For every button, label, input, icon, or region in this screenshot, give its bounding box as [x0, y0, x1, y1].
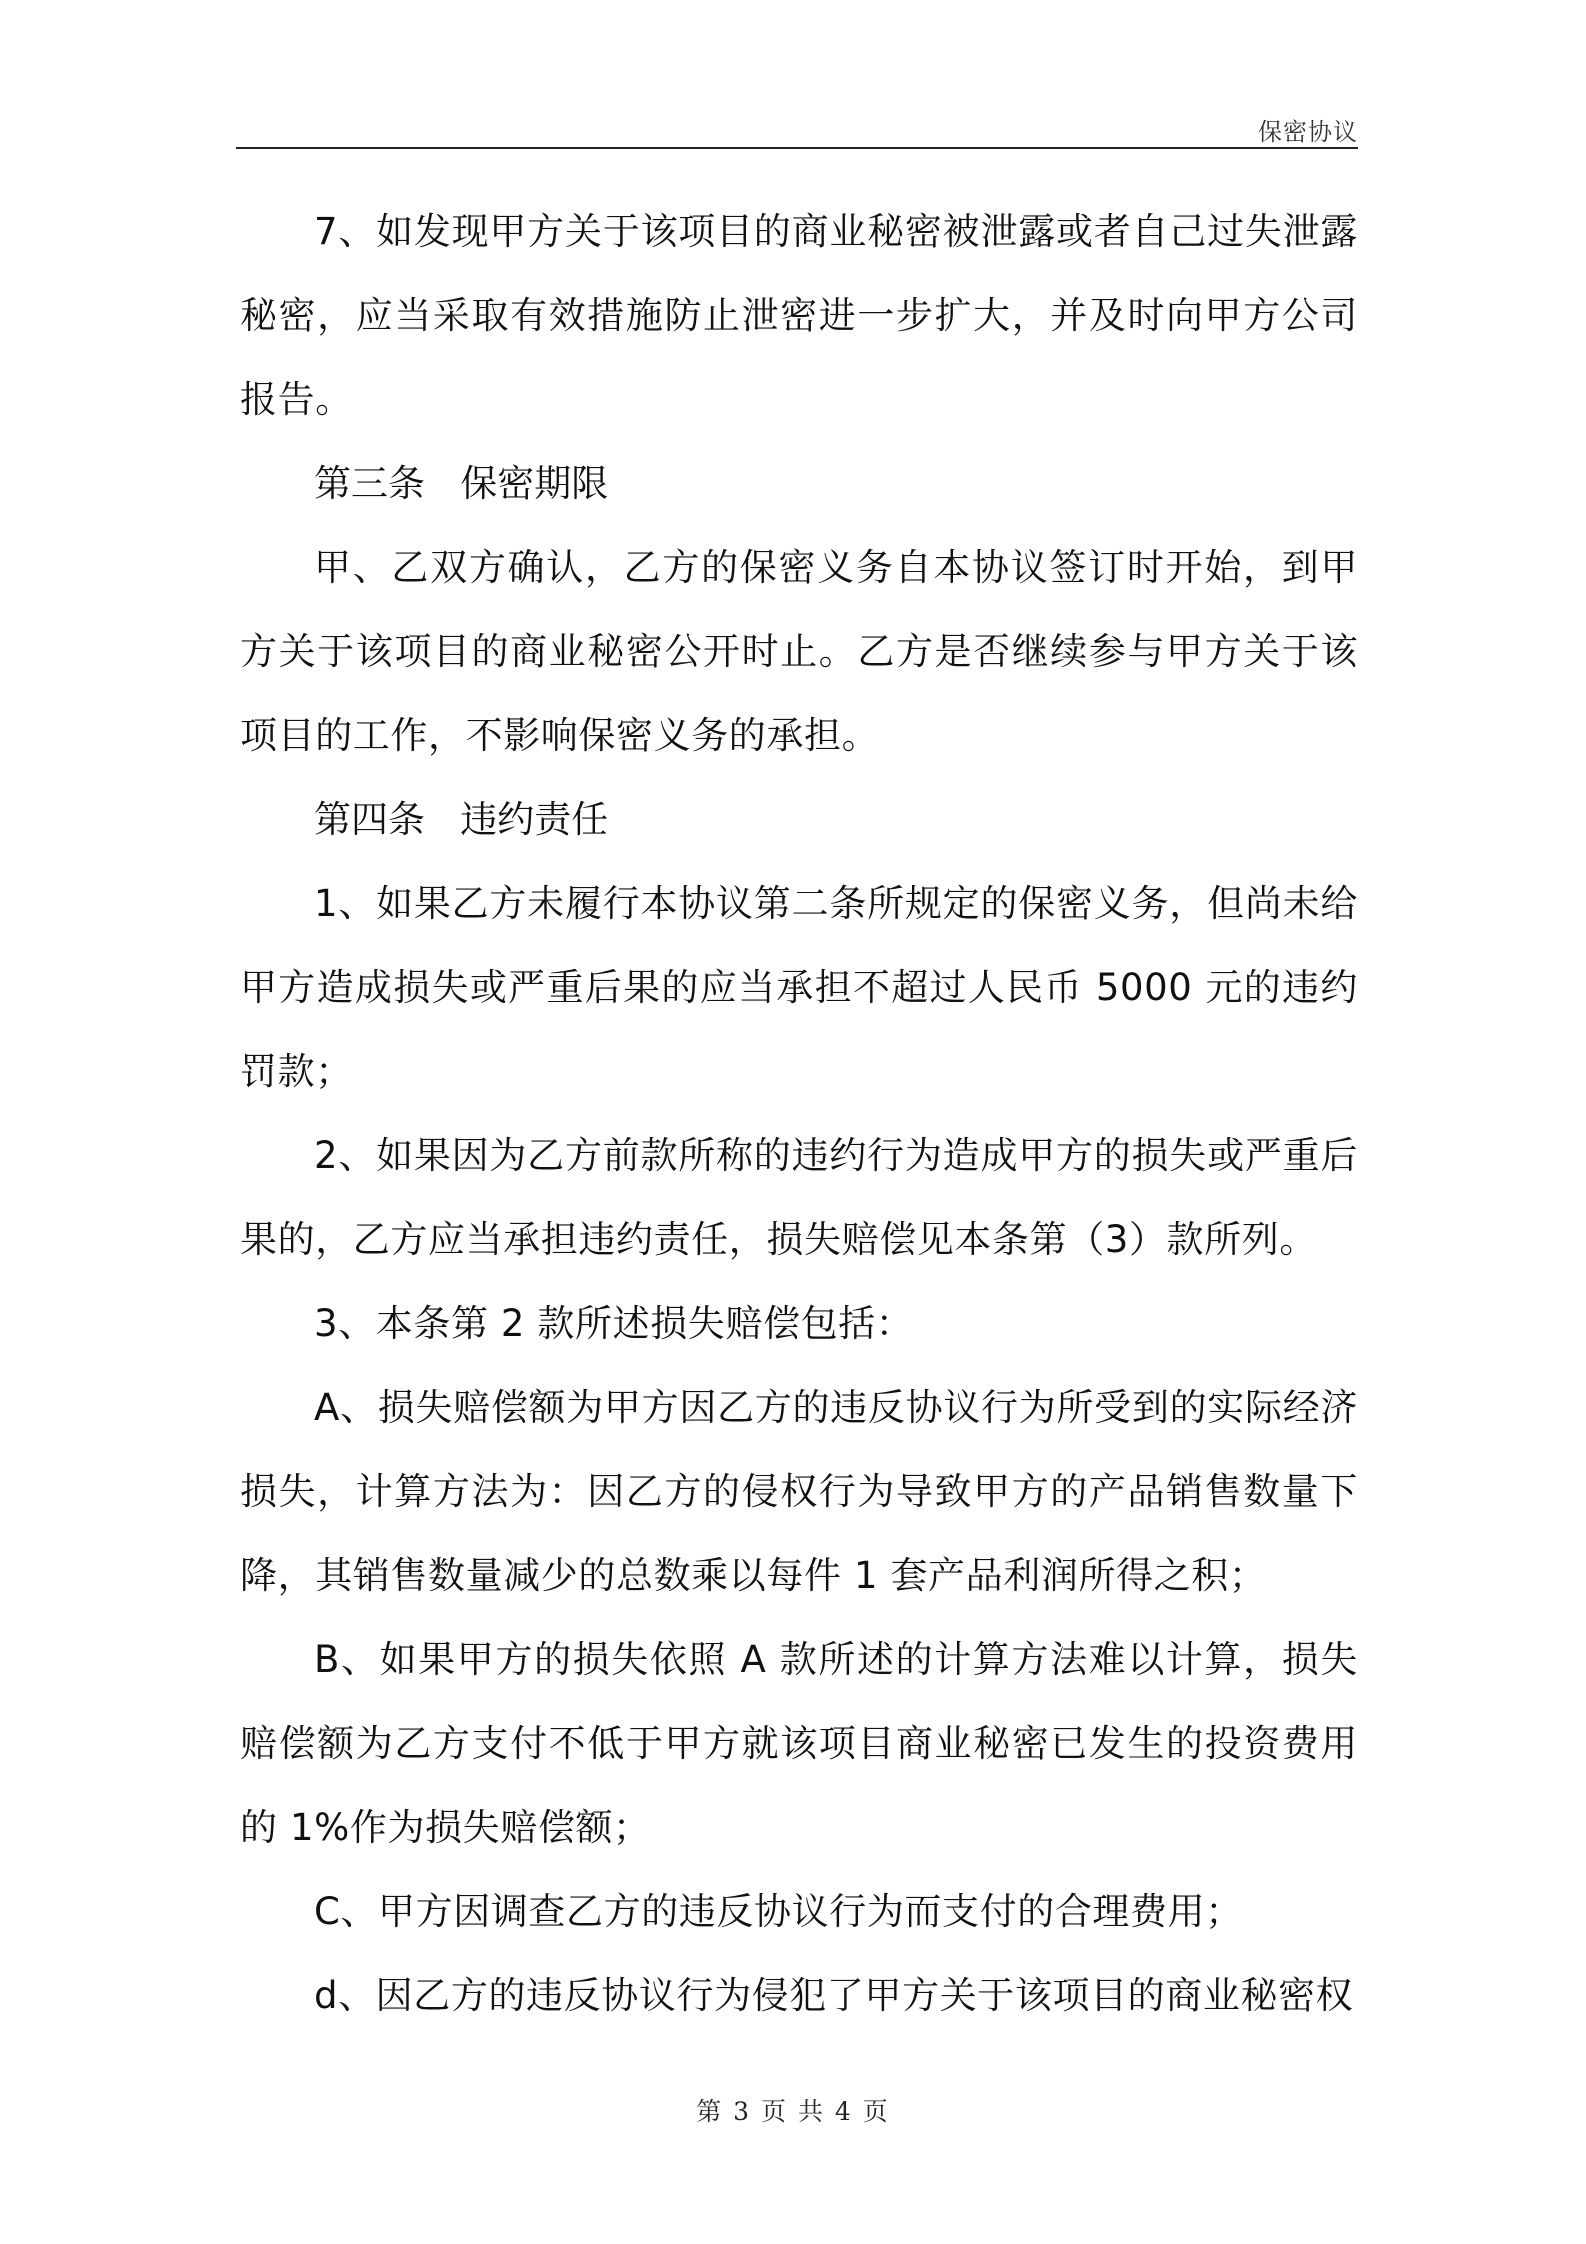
- paragraph-item-c: C、甲方因调查乙方的违反协议行为而支付的合理费用；: [314, 1890, 1243, 1933]
- paragraph-confidentiality-period: 甲、乙双方确认，乙方的保密义务自本协议签订时开始，到甲方关于该项目的商业秘密公开时止。乙方是否继续参与甲方关于该项目的工作，不影响保密义务的承担。: [240, 546, 1358, 757]
- paragraph-clause-7: 7、如发现甲方关于该项目的商业秘密被泄露或者自己过失泄露秘密，应当采取有效措施防止泄密进一步扩大，并及时向甲方公司报告。: [240, 210, 1358, 421]
- paragraph-item-3: 3、本条第 2 款所述损失赔偿包括：: [314, 1302, 914, 1345]
- paragraph-item-b: B、如果甲方的损失依照 A 款所述的计算方法难以计算，损失赔偿额为乙方支付不低于甲方就该项目商业秘密已发生的投资费用的 1%作为损失赔偿额；: [240, 1638, 1358, 1849]
- paragraph-item-d: d、因乙方的违反协议行为侵犯了甲方关于该项目的商业秘密权: [314, 1974, 1354, 2017]
- page-number-footer: 第 3 页 共 4 页: [696, 2097, 890, 2126]
- article-4-heading: 第四条 违约责任: [314, 798, 609, 841]
- article-3-heading: 第三条 保密期限: [314, 462, 609, 505]
- page-header-title: 保密协议: [1258, 118, 1358, 146]
- header-divider: [236, 147, 1358, 149]
- paragraph-item-a: A、损失赔偿额为甲方因乙方的违反协议行为所受到的实际经济损失，计算方法为：因乙方的侵权行为导致甲方的产品销售数量下降，其销售数量减少的总数乘以每件 1 套产品利润所得之积；: [240, 1386, 1358, 1597]
- paragraph-item-2: 2、如果因为乙方前款所称的违约行为造成甲方的损失或严重后果的，乙方应当承担违约责任，损失赔偿见本条第（3）款所列。: [240, 1134, 1358, 1261]
- document-body: [240, 190, 1358, 2038]
- paragraph-item-1: 1、如果乙方未履行本协议第二条所规定的保密义务，但尚未给甲方造成损失或严重后果的应当承担不超过人民币 5000 元的违约罚款；: [240, 882, 1358, 1093]
